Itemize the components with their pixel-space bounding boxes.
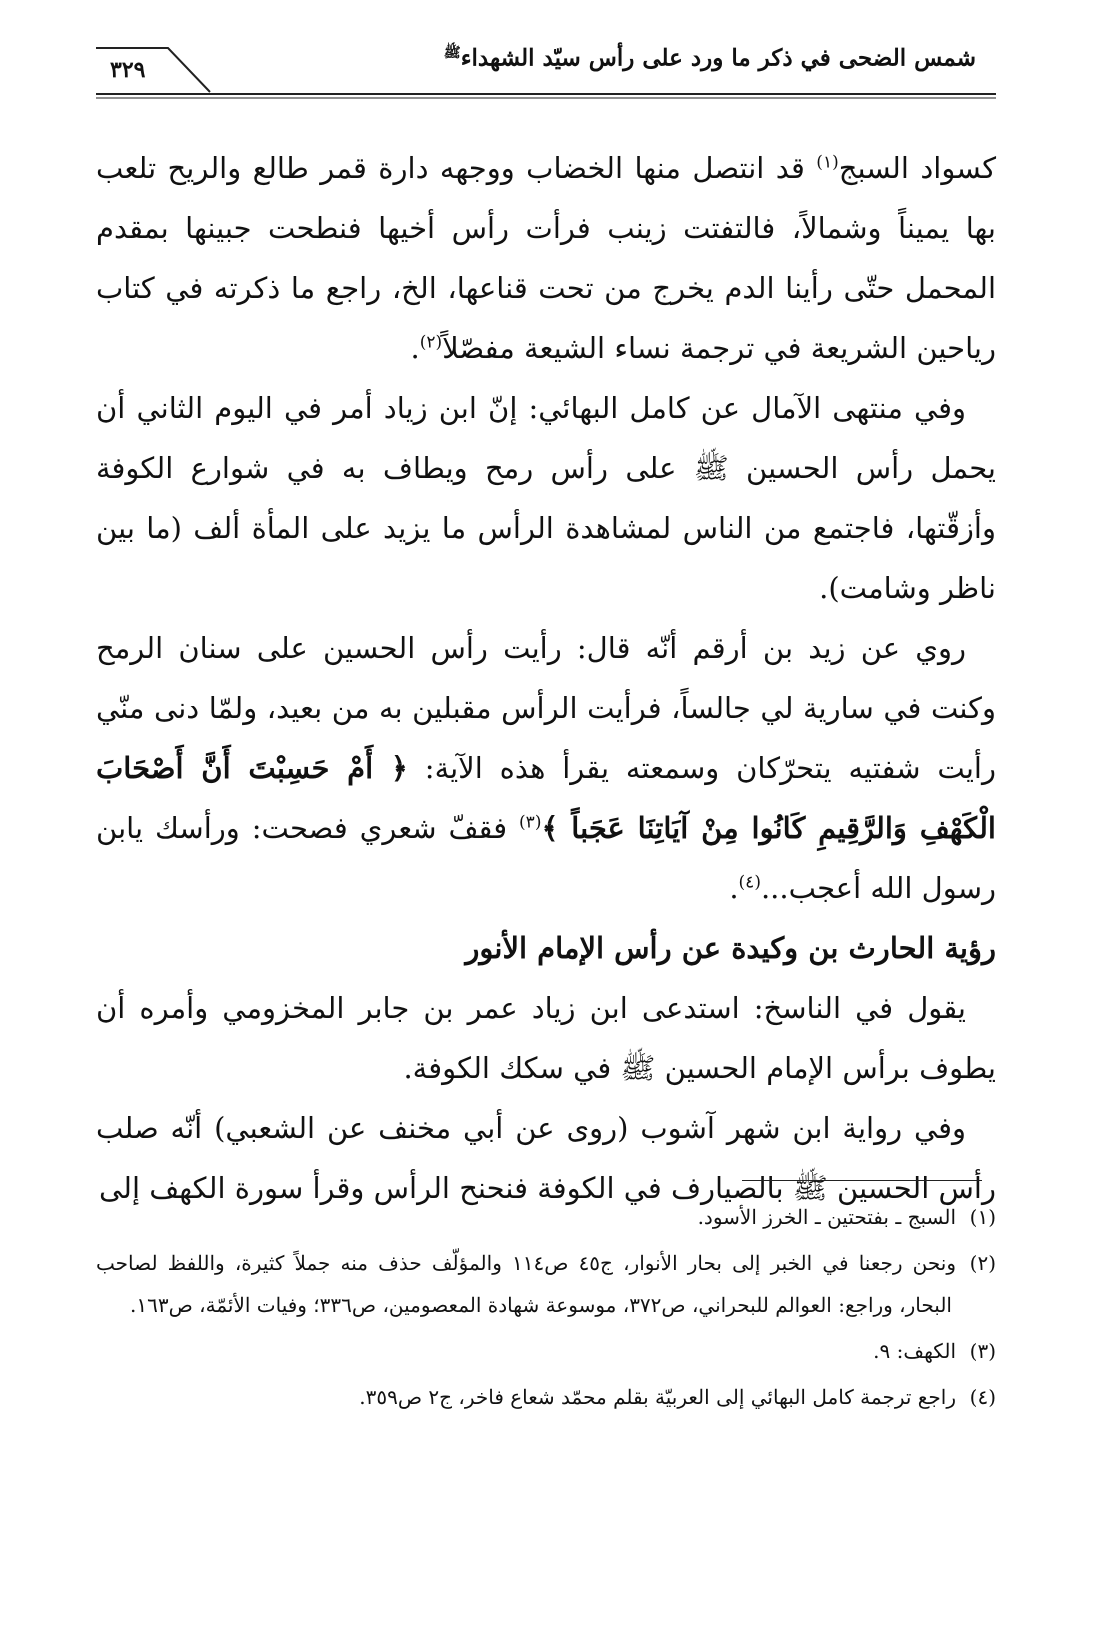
footnote-text: ونحن رجعنا في الخبر إلى بحار الأنوار، ج٤٥ ص١١٤ والمؤلّف حذف منه جملاً كثيرة، واللفظ لصاحب البحار، وراجع: العوالم للبحراني، ص٣٧٢، موسوعة شهادة المعصومين، ص٣٣٦؛ وفيات الأئمّة، ص١٦٣.: [96, 1251, 956, 1317]
footnote-text: راجع ترجمة كامل البهائي إلى العربيّة بقلم محمّد شعاع فاخر، ج٢ ص٣٥٩.: [359, 1385, 956, 1409]
footnote-3: [96, 1330, 996, 1372]
section-heading: رؤية الحارث بن وكيدة عن رأس الإمام الأنور: [465, 931, 996, 965]
footnote-ref-2[interactable]: (٢): [419, 332, 443, 353]
paragraph-2: وفي منتهى الآمال عن كامل البهائي: إنّ ابن زياد أمر في اليوم الثاني أن يحمل رأس الحسين ﷺ على رأس رمح ويطاف به في شوارع الكوفة وأزقّتها، فاجتمع من الناس لمشاهدة الرأس ما يزيد على المأة ألف (ما بين ناظر وشامت).: [96, 391, 996, 605]
footnote-number: (٢): [969, 1251, 996, 1275]
paragraph-3: روي عن زيد بن أرقم أنّه قال: رأيت رأس الحسين على سنان الرمح وكنت في سارية لي جالساً، فرأيت الرأس مقبلين به من بعيد، ولمّا دنى منّي رأيت شفتيه يتحرّكان وسمعته يقرأ هذه الآية: ﴿ أَمْ حَسِبْتَ أَنَّ أَصْحَابَ الْكَهْفِ وَالرَّقِيمِ كَانُوا مِنْ آيَاتِنَا عَجَباً ﴾$^{(٣)}$ فقفّ شعري فصحت: ورأسك يابن رسول الله أعجب...$^{(٤)}$.: [96, 631, 996, 905]
footnote-2: [96, 1242, 996, 1326]
footnote-ref-4[interactable]: (٤): [738, 872, 761, 893]
quran-verse: ﴿ أَمْ حَسِبْتَ أَنَّ أَصْحَابَ الْكَهْفِ وَالرَّقِيمِ كَانُوا مِنْ آيَاتِنَا عَجَباً ﴾: [96, 751, 996, 845]
honorific-glyph: ﷺ: [443, 45, 461, 61]
paragraph-5: وفي رواية ابن شهر آشوب (روى عن أبي مخنف عن الشعبي) أنّه صلب رأس الحسين ﷺ بالصيارف في الكوفة فنحنح الرأس وقرأ سورة الكهف إلى: [96, 1111, 996, 1205]
main-text: [96, 138, 996, 1218]
footnotes: [96, 1196, 996, 1422]
page-number: ٣٢٩: [110, 57, 146, 83]
footnote-text: الكهف: ٩.: [873, 1339, 956, 1363]
footnote-number: (٣): [969, 1339, 996, 1363]
footnote-number: (١): [969, 1205, 996, 1229]
footnote-divider: [742, 1180, 982, 1181]
footnote-number: (٤): [969, 1385, 996, 1409]
footnote-4: [96, 1376, 996, 1418]
running-title: شمس الضحى في ذكر ما ورد على رأس سيّد الشهداء$^ﷺ$: [443, 44, 976, 72]
footnote-1: [96, 1196, 996, 1238]
footnote-text: السبج ـ بفتحتين ـ الخرز الأسود.: [697, 1205, 956, 1229]
footnote-ref-1[interactable]: (١): [816, 152, 839, 173]
footnote-ref-3[interactable]: (٣): [519, 812, 542, 833]
paragraph-1: كسواد السبج$^{(١)}$ قد انتصل منها الخضاب ووجهه دارة قمر طالع والريح تلعب بها يميناً وشمالاً، فالتفتت زينب فرأت رأس أخيها فنطحت جبينها بمقدم المحمل حتّى رأينا الدم يخرج من تحت قناعها، الخ، راجع ما ذكرته في كتاب رياحين الشريعة في ترجمة نساء الشيعة مفصّلاً$^{(٢)}$.: [96, 151, 996, 365]
paragraph-4: يقول في الناسخ: استدعى ابن زياد عمر بن جابر المخزومي وأمره أن يطوف برأس الإمام الحسين ﷺ في سكك الكوفة.: [96, 991, 996, 1085]
